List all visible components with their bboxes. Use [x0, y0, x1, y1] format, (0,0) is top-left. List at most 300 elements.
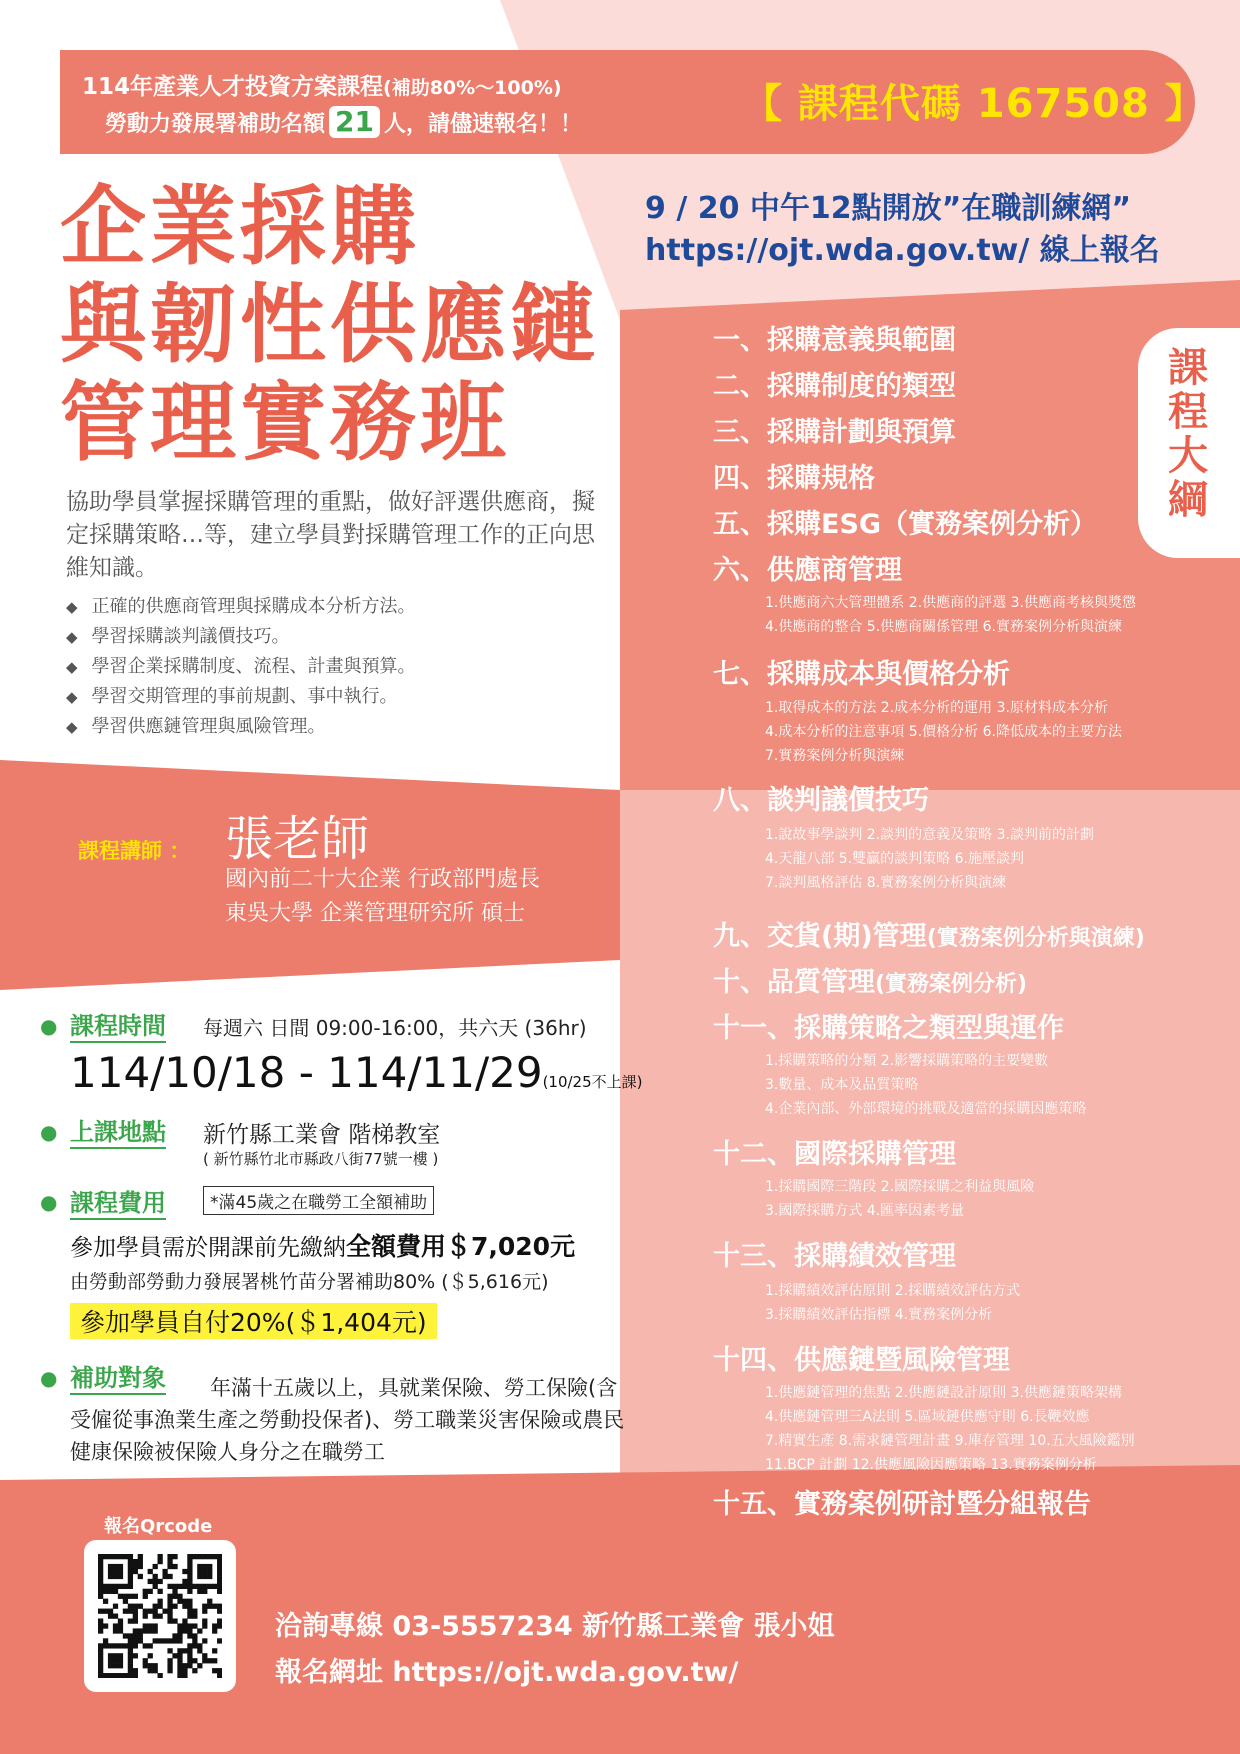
qr-module	[103, 1554, 108, 1559]
outline-subitems: 3.採購績效評估指標 4.實務案例分析	[765, 1307, 993, 1323]
qr-module	[212, 1628, 217, 1633]
qr-module	[207, 1658, 212, 1663]
qr-module	[143, 1614, 148, 1619]
qr-module	[192, 1633, 197, 1638]
outline-item: 十一、採購策略之類型與運作	[713, 1013, 1064, 1044]
qr-module	[103, 1638, 108, 1643]
qr-module	[192, 1668, 197, 1673]
qr-module	[108, 1609, 113, 1614]
outline-subitems: 4.供應鏈管理三A法則 5.區域鏈供應守則 6.長鞭效應	[765, 1409, 1090, 1425]
qr-module	[158, 1559, 163, 1564]
outline-subitems: 3.數量、成本及品質策略	[765, 1077, 919, 1093]
qr-module	[192, 1609, 197, 1614]
qr-module	[187, 1663, 192, 1668]
registration-open-time: 9 / 20 中午12點開放”在職訓練網”	[645, 191, 1132, 226]
qr-module	[167, 1599, 172, 1604]
outline-subitems: 1.採購國際三階段 2.國際採購之利益與風險	[765, 1179, 1035, 1195]
qr-module	[187, 1564, 192, 1569]
qr-module	[108, 1589, 113, 1594]
qr-module	[202, 1618, 207, 1623]
qr-module	[108, 1663, 113, 1668]
qr-module	[98, 1609, 103, 1614]
qr-module	[162, 1609, 167, 1614]
fee-label: 課程費用	[70, 1183, 166, 1220]
qr-module	[118, 1663, 123, 1668]
qr-module	[172, 1584, 177, 1589]
qr-module	[98, 1658, 103, 1663]
qr-module	[138, 1554, 143, 1559]
qr-module	[148, 1668, 153, 1673]
qr-module	[202, 1589, 207, 1594]
banner-program: 114年產業人才投資方案課程	[82, 74, 384, 100]
qr-module	[128, 1663, 133, 1668]
qr-module	[167, 1564, 172, 1569]
qr-module	[187, 1628, 192, 1633]
qr-module	[177, 1628, 182, 1633]
outline-item: 十五、實務案例研討暨分組報告	[713, 1489, 1091, 1520]
qr-module	[167, 1574, 172, 1579]
qr-module	[148, 1653, 153, 1658]
qr-module	[153, 1623, 158, 1628]
qr-module	[113, 1584, 118, 1589]
qr-module	[197, 1663, 202, 1668]
qr-module	[212, 1648, 217, 1653]
qr-module	[167, 1594, 172, 1599]
qr-module	[128, 1574, 133, 1579]
qr-module	[187, 1633, 192, 1638]
qr-module	[98, 1554, 103, 1559]
qr-module	[182, 1673, 187, 1678]
outline-item: 十四、供應鏈暨風險管理	[713, 1345, 1010, 1376]
qr-module	[138, 1633, 143, 1638]
qr-module	[108, 1653, 113, 1658]
qr-module	[113, 1614, 118, 1619]
qr-module	[98, 1559, 103, 1564]
qr-module	[123, 1673, 128, 1678]
qr-module	[128, 1594, 133, 1599]
course-code: 【 課程代碼 167508 】	[742, 81, 1206, 127]
qr-module	[133, 1564, 138, 1569]
qr-module	[182, 1668, 187, 1673]
qr-module	[182, 1579, 187, 1584]
qr-module	[172, 1638, 177, 1643]
qr-module	[123, 1599, 128, 1604]
qr-module	[143, 1609, 148, 1614]
qr-module	[202, 1653, 207, 1658]
qr-module	[128, 1618, 133, 1623]
qr-module	[133, 1618, 138, 1623]
qr-module	[98, 1653, 103, 1658]
qr-module	[197, 1648, 202, 1653]
qr-module	[217, 1589, 222, 1594]
outline-item: 五、採購ESG（實務案例分析）	[713, 509, 1098, 540]
contact-line: 洽詢專線 03-5557234 新竹縣工業會 張小姐	[275, 1611, 835, 1642]
qr-code-box[interactable]	[84, 1540, 236, 1692]
qr-module	[98, 1648, 103, 1653]
fee-self-pay: 參加學員自付20%(＄1,404元)	[70, 1303, 437, 1339]
qr-module	[177, 1599, 182, 1604]
qr-module	[118, 1628, 123, 1633]
qr-module	[133, 1559, 138, 1564]
qr-module	[148, 1569, 153, 1574]
qr-module	[207, 1604, 212, 1609]
top-banner	[60, 50, 1206, 154]
qr-module	[98, 1574, 103, 1579]
qr-module	[197, 1584, 202, 1589]
qr-module	[202, 1564, 207, 1569]
qr-module	[103, 1584, 108, 1589]
qr-module	[128, 1609, 133, 1614]
eligibility-label: 補助對象	[70, 1358, 166, 1395]
outline-item	[713, 914, 1145, 953]
qr-module	[108, 1673, 113, 1678]
qr-module	[148, 1589, 153, 1594]
qr-module	[217, 1609, 222, 1614]
objective-item: ◆ 正確的供應商管理與採購成本分析方法。	[66, 592, 416, 622]
registration-url-footer[interactable]: 報名網址 https://ojt.wda.gov.tw/	[275, 1657, 739, 1688]
qr-module	[187, 1569, 192, 1574]
instructor-credential: 國內前二十大企業 行政部門處長	[225, 867, 540, 892]
quota-number: 21	[329, 106, 380, 138]
qr-module	[143, 1663, 148, 1668]
qr-module	[138, 1574, 143, 1579]
location-address: ( 新竹縣竹北市縣政八街77號一樓 )	[203, 1150, 439, 1168]
qr-module	[158, 1589, 163, 1594]
banner-line2	[105, 106, 582, 138]
qr-module	[197, 1589, 202, 1594]
qr-module	[98, 1673, 103, 1678]
qr-module	[192, 1658, 197, 1663]
qr-module	[113, 1628, 118, 1633]
outline-tab-label: 課程大綱	[1168, 345, 1208, 523]
qr-module	[128, 1554, 133, 1559]
qr-module	[108, 1554, 113, 1559]
qr-module	[192, 1643, 197, 1648]
qr-module	[103, 1589, 108, 1594]
qr-module	[187, 1599, 192, 1604]
qr-module	[143, 1628, 148, 1633]
qr-module	[167, 1663, 172, 1668]
qr-module	[153, 1574, 158, 1579]
qr-module	[128, 1559, 133, 1564]
qr-module	[192, 1638, 197, 1643]
banner-quota-post: 人，請儘速報名！！	[383, 112, 582, 137]
qr-module	[167, 1604, 172, 1609]
qr-module	[123, 1633, 128, 1638]
qr-module	[167, 1584, 172, 1589]
qr-module	[123, 1554, 128, 1559]
qr-module	[207, 1584, 212, 1589]
qr-module	[153, 1614, 158, 1619]
qr-module	[113, 1653, 118, 1658]
qr-module	[187, 1623, 192, 1628]
qr-module	[128, 1638, 133, 1643]
qr-module	[172, 1618, 177, 1623]
qr-module	[202, 1623, 207, 1628]
banner-line1	[82, 68, 562, 101]
qr-module	[202, 1638, 207, 1643]
qr-module	[212, 1623, 217, 1628]
outline-subitems: 3.國際採購方式 4.匯率因素考量	[765, 1203, 965, 1219]
qr-module	[98, 1663, 103, 1668]
qr-module	[108, 1658, 113, 1663]
qr-module	[192, 1614, 197, 1619]
qr-module	[202, 1604, 207, 1609]
qr-module	[177, 1584, 182, 1589]
qr-module	[187, 1643, 192, 1648]
qr-code-icon[interactable]	[98, 1554, 222, 1678]
qr-module	[212, 1658, 217, 1663]
qr-module	[113, 1564, 118, 1569]
qr-module	[98, 1618, 103, 1623]
qr-module	[182, 1628, 187, 1633]
qr-module	[118, 1564, 123, 1569]
objective-item: ◆ 學習交期管理的事前規劃、事中執行。	[66, 682, 416, 712]
qr-module	[113, 1663, 118, 1668]
qr-module	[118, 1569, 123, 1574]
qr-module	[118, 1643, 123, 1648]
qr-module	[133, 1643, 138, 1648]
outline-note: (實務案例分析與演練)	[926, 926, 1145, 951]
qr-module	[202, 1574, 207, 1579]
qr-module	[148, 1579, 153, 1584]
qr-module	[113, 1643, 118, 1648]
qr-module	[212, 1604, 217, 1609]
location-label: 上課地點	[70, 1112, 166, 1149]
qr-module	[133, 1673, 138, 1678]
qr-module	[212, 1554, 217, 1559]
outline-title: 九、交貨(期)管理	[713, 921, 927, 952]
qr-module	[128, 1564, 133, 1569]
qr-module	[197, 1554, 202, 1559]
objective-item: ◆ 學習採購談判議價技巧。	[66, 622, 416, 652]
location-name: 新竹縣工業會 階梯教室	[203, 1122, 441, 1148]
qr-module	[177, 1658, 182, 1663]
qr-module	[143, 1643, 148, 1648]
outline-subitems: 1.供應鏈管理的焦點 2.供應鏈設計原則 3.供應鏈策略架構	[765, 1385, 1122, 1401]
qr-module	[128, 1673, 133, 1678]
outline-subitems: 4.企業內部、外部環境的挑戰及適當的採購因應策略	[765, 1101, 1087, 1117]
bullet-dot-icon: ●	[40, 1366, 58, 1390]
qr-module	[138, 1638, 143, 1643]
qr-module	[158, 1673, 163, 1678]
qr-module	[143, 1623, 148, 1628]
qr-module	[182, 1618, 187, 1623]
qr-module	[182, 1648, 187, 1653]
outline-subitems: 1.採購策略的分類 2.影響採購策略的主要變數	[765, 1053, 1049, 1069]
qr-module	[217, 1618, 222, 1623]
qr-module	[177, 1668, 182, 1673]
outline-subitems: 1.供應商六大管理體系 2.供應商的評選 3.供應商考核與獎懲	[765, 595, 1136, 611]
qr-module	[212, 1584, 217, 1589]
fee-full	[70, 1227, 575, 1263]
bullet-dot-icon: ●	[40, 1190, 58, 1214]
qr-module	[167, 1638, 172, 1643]
qr-module	[167, 1658, 172, 1663]
outline-subitems: 4.成本分析的注意事項 5.價格分析 6.降低成本的主要方法	[765, 724, 1122, 740]
qr-module	[123, 1594, 128, 1599]
qr-module	[187, 1559, 192, 1564]
qr-module	[202, 1584, 207, 1589]
date-range: 114/10/18 - 114/11/29	[70, 1048, 543, 1097]
qr-module	[158, 1638, 163, 1643]
outline-subitems: 7.實務案例分析與演練	[765, 748, 905, 764]
qr-module	[177, 1663, 182, 1668]
qr-module	[172, 1564, 177, 1569]
course-intro: 協助學員掌握採購管理的重點，做好評選供應商，擬定採購策略…等，建立學員對採購管理工作的正向思維知識。	[66, 489, 595, 581]
qr-module	[98, 1643, 103, 1648]
qr-module	[217, 1554, 222, 1559]
qr-module	[217, 1638, 222, 1643]
registration-url[interactable]: https://ojt.wda.gov.tw/ 線上報名	[645, 233, 1160, 268]
qr-module	[207, 1574, 212, 1579]
qr-module	[187, 1648, 192, 1653]
qr-module	[182, 1663, 187, 1668]
qr-module	[133, 1604, 138, 1609]
qr-module	[172, 1589, 177, 1594]
qr-module	[113, 1589, 118, 1594]
qr-module	[192, 1584, 197, 1589]
qr-module	[187, 1658, 192, 1663]
qr-module	[133, 1653, 138, 1658]
qr-module	[158, 1614, 163, 1619]
banner-quota-pre: 勞動力發展署補助名額	[105, 112, 326, 137]
fee-subsidy: 由勞動部勞動力發展署桃竹苗分署補助80% (＄5,616元)	[70, 1271, 549, 1293]
qr-module	[197, 1643, 202, 1648]
objectives-list	[66, 592, 416, 742]
qr-module	[167, 1554, 172, 1559]
qr-module	[98, 1589, 103, 1594]
qr-module	[118, 1554, 123, 1559]
qr-module	[118, 1584, 123, 1589]
qr-module	[118, 1658, 123, 1663]
qr-module	[98, 1628, 103, 1633]
qr-module	[187, 1579, 192, 1584]
qr-module	[217, 1623, 222, 1628]
outline-title: 十、品質管理	[713, 967, 875, 998]
qr-module	[207, 1569, 212, 1574]
qr-module	[217, 1604, 222, 1609]
qr-module	[202, 1569, 207, 1574]
qr-module	[153, 1668, 158, 1673]
instructor-label: 課程講師 ：	[78, 839, 191, 863]
outline-item: 七、採購成本與價格分析	[713, 659, 1010, 690]
qr-module	[133, 1638, 138, 1643]
qr-module	[162, 1638, 167, 1643]
outline-item	[713, 960, 1027, 999]
qr-module	[187, 1653, 192, 1658]
qr-module	[148, 1643, 153, 1648]
qr-module	[118, 1623, 123, 1628]
qr-module	[98, 1564, 103, 1569]
qr-module	[177, 1648, 182, 1653]
qr-module	[177, 1594, 182, 1599]
qr-module	[202, 1609, 207, 1614]
qr-module	[133, 1614, 138, 1619]
qr-module	[217, 1668, 222, 1673]
qr-module	[162, 1569, 167, 1574]
qr-module	[217, 1564, 222, 1569]
outline-subitems: 7.談判風格評估 8.實務案例分析與演練	[765, 875, 1007, 891]
qr-label: 報名Qrcode	[104, 1516, 213, 1537]
qr-module	[187, 1609, 192, 1614]
qr-module	[158, 1579, 163, 1584]
qr-module	[113, 1623, 118, 1628]
qr-module	[187, 1604, 192, 1609]
qr-module	[158, 1554, 163, 1559]
qr-module	[167, 1614, 172, 1619]
qr-module	[148, 1628, 153, 1633]
qr-module	[113, 1658, 118, 1663]
qr-module	[153, 1584, 158, 1589]
qr-module	[187, 1614, 192, 1619]
qr-module	[123, 1584, 128, 1589]
qr-module	[158, 1604, 163, 1609]
qr-module	[202, 1658, 207, 1663]
qr-module	[217, 1559, 222, 1564]
outline-subitems: 1.說故事學談判 2.談判的意義及策略 3.談判前的計劃	[765, 827, 1094, 843]
qr-module	[167, 1648, 172, 1653]
outline-subitems: 7.精實生產 8.需求鏈管理計畫 9.庫存管理 10.五大風險鑑別	[765, 1433, 1135, 1449]
qr-module	[103, 1609, 108, 1614]
outline-item: 十二、國際採購管理	[713, 1139, 956, 1170]
qr-module	[197, 1574, 202, 1579]
outline-item: 三、採購計劃與預算	[713, 417, 956, 448]
outline-item: 一、採購意義與範圍	[713, 325, 956, 356]
qr-module	[207, 1554, 212, 1559]
qr-module	[182, 1569, 187, 1574]
qr-module	[153, 1579, 158, 1584]
qr-module	[177, 1638, 182, 1643]
bg-pink-top	[500, 0, 1240, 320]
qr-module	[217, 1579, 222, 1584]
qr-module	[128, 1653, 133, 1658]
qr-module	[192, 1554, 197, 1559]
qr-module	[158, 1599, 163, 1604]
outline-subitems: 4.天龍八部 5.雙贏的談判策略 6.施壓談判	[765, 851, 1024, 867]
qr-module	[138, 1604, 143, 1609]
qr-module	[167, 1618, 172, 1623]
title-line-3: 管理實務班	[60, 373, 510, 473]
qr-module	[108, 1574, 113, 1579]
qr-module	[128, 1658, 133, 1663]
qr-module	[113, 1604, 118, 1609]
qr-module	[197, 1564, 202, 1569]
qr-module	[182, 1623, 187, 1628]
qr-module	[182, 1599, 187, 1604]
qr-module	[172, 1633, 177, 1638]
qr-module	[128, 1579, 133, 1584]
outline-subitems: 4.供應商的整合 5.供應商關係管理 6.實務案例分析與演練	[765, 619, 1122, 635]
qr-module	[143, 1589, 148, 1594]
qr-module	[197, 1628, 202, 1633]
qr-module	[128, 1648, 133, 1653]
qr-module	[98, 1584, 103, 1589]
qr-module	[118, 1653, 123, 1658]
qr-module	[162, 1574, 167, 1579]
qr-module	[133, 1668, 138, 1673]
qr-module	[123, 1609, 128, 1614]
outline-note: (實務案例分析)	[875, 972, 1028, 997]
qr-module	[177, 1633, 182, 1638]
objective-item: ◆ 學習企業採購制度、流程、計畫與預算。	[66, 652, 416, 682]
fee-note: *滿45歲之在職勞工全額補助	[203, 1186, 434, 1215]
qr-module	[98, 1623, 103, 1628]
qr-module	[113, 1673, 118, 1678]
qr-module	[153, 1638, 158, 1643]
qr-module	[177, 1673, 182, 1678]
qr-module	[103, 1673, 108, 1678]
